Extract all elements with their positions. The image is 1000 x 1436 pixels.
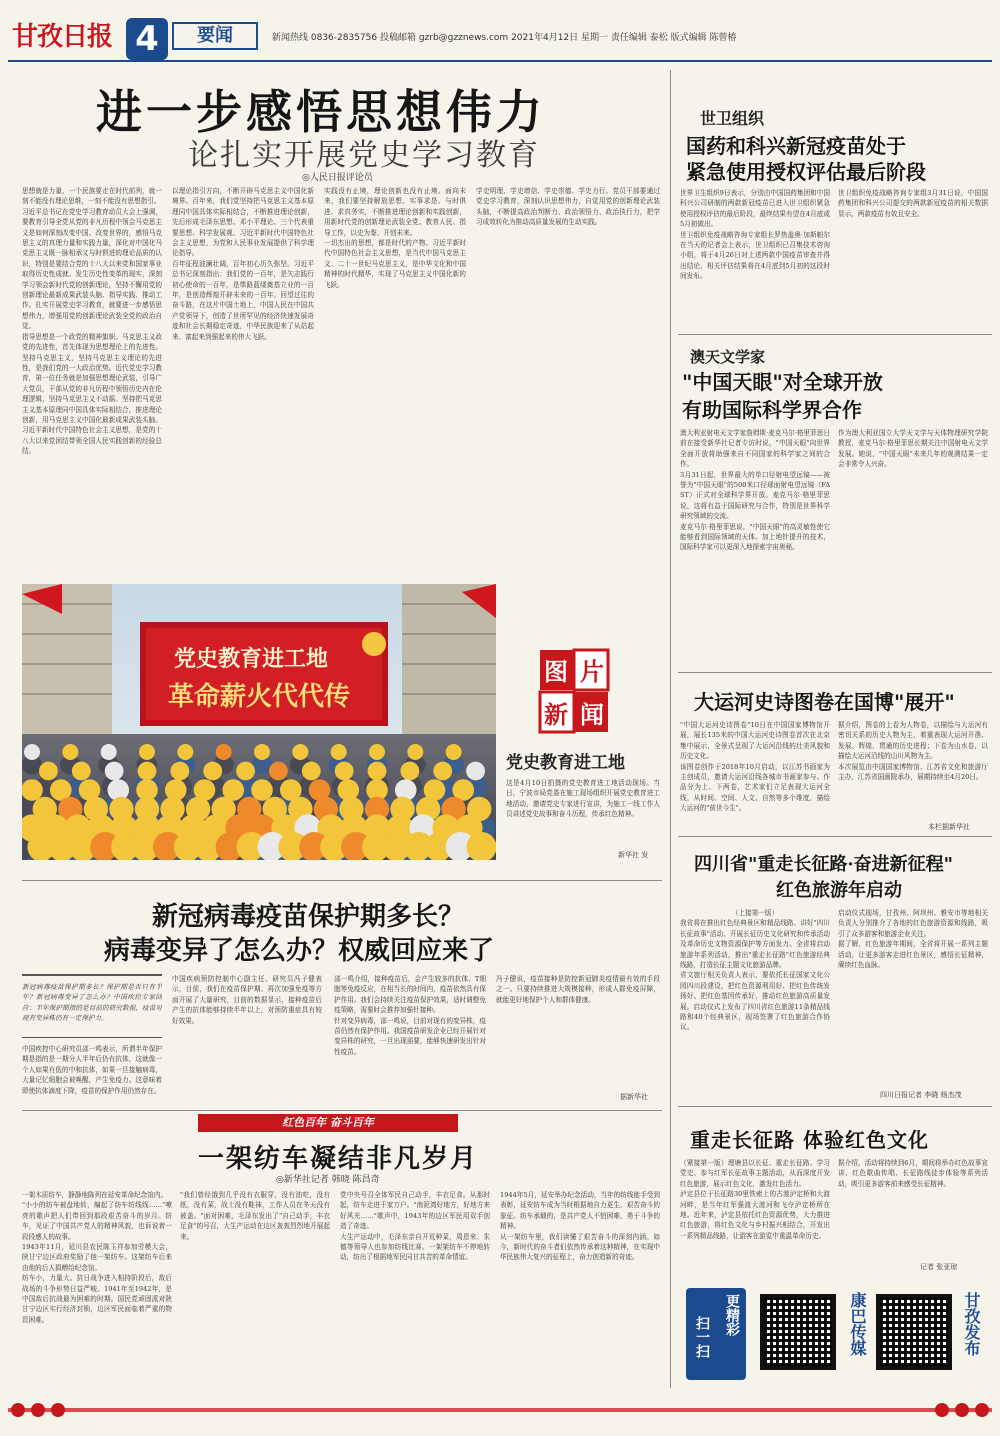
hard-hat-icon <box>368 762 387 781</box>
divider <box>678 836 992 837</box>
scan-label-top: 更精彩 <box>724 1294 740 1336</box>
history-kicker: 红色百年 奋斗百年 <box>198 1114 458 1132</box>
hard-hat-icon <box>292 744 308 760</box>
canal-paragraph: 本次展览由中国国家博物馆、江苏省文化和旅游厅主办，江苏省国画院承办，展期持续至4月20日。 <box>838 762 988 782</box>
hard-hat-icon <box>177 744 193 760</box>
decorative-border-icon <box>8 1400 992 1420</box>
history-byline: ◎新华社记者 韩晓 陈昌奇 <box>276 1175 380 1185</box>
hard-hat-icon <box>203 762 222 781</box>
photo-news-badge <box>538 648 610 734</box>
construction-site-photo <box>22 584 496 860</box>
vaccine-paragraph: 邵一鸣介绍，接种疫苗后，会产生较多的抗体、T细胞等免疫反应，在相当长的时间内，疫苗依然具有保护作用。我们会持续关注疫苗保护效果，适时调整免疫策略，需要时会推荐加强针接种。 <box>334 975 486 1015</box>
vaccine-column-1 <box>22 1044 162 1102</box>
hard-hat-icon <box>269 762 288 781</box>
lead-column-2 <box>172 186 314 560</box>
badge-text <box>538 648 610 734</box>
vaccine-column-4 <box>496 974 660 1086</box>
history-column-3 <box>340 1190 490 1386</box>
canal-paragraph: 据介绍，图卷的上卷为人物卷，以描绘与大运河有密切关系的历史人物为主，着重表现大运河开凿、发展、辉煌、贯通的历史进程；下卷为山水卷，以描绘大运河沿线的山川风物为主。 <box>838 721 988 761</box>
lead-byline: ◎人民日报评论员 <box>302 173 373 183</box>
header-meta: 新闻热线 0836-2835756 投稿邮箱 gzrb@gzznews.com 2021年4月12日 星期一 责任编辑 泰松 版式编辑 陈曾椿 <box>272 33 737 43</box>
canal-credit: 本栏据新华社 <box>928 823 970 831</box>
hard-hat-icon <box>39 762 58 781</box>
fast-title-2: 有助国际科学界合作 <box>682 398 862 422</box>
lead-column-3 <box>324 186 466 560</box>
hard-hat-icon <box>138 762 157 781</box>
fast-paragraph: 麦克马尔·格里菲思说，"中国天眼"的高灵敏性使它能够看到国际领域的天体。加上地针提升的技术，国际科学家可以更深入地探索宇宙奥秘。 <box>680 522 830 552</box>
banner-top-text: 党史教育进工地 <box>174 646 329 672</box>
column-divider <box>670 70 671 1388</box>
badge-char: 片 <box>580 657 604 686</box>
hard-hat-icon <box>72 762 91 781</box>
lead-paragraph: 实践没有止境，理论创新也没有止境。面向未来，我们要坚持解放思想、实事求是、与时俱进、求真务实，不断推进理论创新和实践创新，用新时代党的创新理论武装全党、教育人民、指导工作，以史为鉴、开创未来。 <box>324 187 466 237</box>
sichuan-paragraph: 据了解，红色旅游年期间，全省将开展一系列主题活动，让更多游客走进红色景区，感悟长征精神，赓续红色血脉。 <box>838 940 988 970</box>
lead-paragraph: 指导思想是一个政党的精神旗帜。马克思主义政党的先进性，首先体现为思想理论上的先进性。坚持马克思主义，坚持马克思主义理论的先进性，是我们党的一大政治优势。近代党史学习教育，第一位任务就是加强思想理论武装，引导广大党员，干部从党的非凡历程中领悟历史内在伦理逻辑，坚持马克思主义不动摇。坚持把马克思主义基本原理同中国具体实际相结合，推进理论创新，用马克思主义中国化最新成果武装头脑。习近平新时代中国特色社会主义思想，是党的十八大以来党团结带领全国人民实践创新的经验总结。 <box>22 332 162 456</box>
fast-paragraph: 3月31日起，世界最大的单口径射电望远镜——被誉为"中国天眼"的500米口径球面射电望远镜（FAST）正式对全球科学界开放。麦克马尔·格里菲思说，这将有益于国际研究与合作，特别是世界科学研究领域的交流。 <box>680 470 830 521</box>
footer-decoration <box>8 1400 992 1420</box>
hard-hat-icon <box>433 762 452 781</box>
qr-code-ganzi[interactable] <box>876 1294 952 1370</box>
hard-hat-icon <box>101 744 117 760</box>
news-photo <box>22 584 496 860</box>
hard-hat-icon <box>254 744 270 760</box>
long-march-column-1 <box>680 1158 830 1266</box>
hard-hat-icon <box>24 744 40 760</box>
hard-hat-icon <box>407 744 423 760</box>
history-paragraph: "小小的纺车被盘地转，编起了纺车纺线线……"嘹亮的歌声把人们带回到那段艰苦奋斗的岁月。纺车，见证了中国共产党人的精神风貌，也诉说着一段段感人的故事。 <box>22 1201 172 1241</box>
history-column-1 <box>22 1190 172 1386</box>
hard-hat-icon <box>302 762 321 781</box>
canal-column-2 <box>838 720 988 824</box>
divider <box>678 334 992 335</box>
canal-title: 大运河史诗图卷在国博"展开" <box>694 690 955 714</box>
canal-column-1 <box>680 720 830 824</box>
vaccine-column-2 <box>172 974 322 1102</box>
hard-hat-icon <box>466 762 485 781</box>
fast-title-1: "中国天眼"对全球开放 <box>682 370 883 394</box>
hard-hat-icon <box>331 744 347 760</box>
who-kicker: 世卫组织 <box>700 109 765 128</box>
who-column-2 <box>838 188 988 326</box>
vaccine-title-1: 新冠病毒疫苗保护期多长？ <box>152 902 465 932</box>
sichuan-credit: 四川日报记者 李晓 杨杰茂 <box>880 1091 962 1099</box>
vaccine-column-3 <box>334 974 486 1102</box>
sichuan-dateline: （上接第一版） <box>731 909 779 917</box>
divider <box>22 880 662 881</box>
fast-paragraph: 澳大利亚射电天文学家詹姆斯·麦克马尔·格里菲思日前在接受新华社记者专访时说，"中国天眼"向世界全面开放将助强来自不同国家的科学家之间的合作。 <box>680 429 830 469</box>
hard-hat-icon <box>105 762 124 781</box>
fast-column-2 <box>838 428 988 662</box>
who-paragraph: 世卫组织免疫战略咨询专家组3月31日说，中国国药集团和科兴公司提交的两款新冠疫苗的相关数据显示，两款疫苗有效且安全。 <box>838 189 988 218</box>
fast-column-1 <box>680 428 830 662</box>
hard-hat-icon <box>400 762 419 781</box>
who-paragraph: 世界卫生组织9日表示，分别由中国国药集团和中国科兴公司研制的两款新冠疫苗已进入世卫组织紧急使用授权评估的最后阶段，最终结果有望在4月底或5月初做出。 <box>680 189 830 229</box>
badge-char: 新 <box>544 700 568 729</box>
hard-hat-icon <box>446 744 462 760</box>
badge-char: 闻 <box>580 700 604 729</box>
history-column-4 <box>500 1190 660 1386</box>
scan-promo <box>686 1288 746 1380</box>
hard-hat-icon <box>335 762 354 781</box>
newspaper-logo: 甘孜日报 <box>12 22 113 52</box>
divider <box>678 1106 992 1107</box>
sichuan-title-2: 红色旅游年启动 <box>776 880 902 901</box>
hard-hat-icon <box>139 744 155 760</box>
divider <box>678 672 992 673</box>
hard-hat-icon <box>216 744 232 760</box>
hard-hat-icon <box>236 762 255 781</box>
photo-credit: 新华社 发 <box>618 851 649 859</box>
history-paragraph: 党中央号召全体军民自己动手，丰衣足食。从那时起，纺车走进千家万户。"南泥湾好地方，好地方来好风光……"歌声中，1943年的边区军民用双手创造了奇迹。 <box>340 1191 490 1231</box>
long-march-paragraph: 据介绍，活动将持续到6月，期间将举办红色故事宣讲、红色歌曲传唱、长征路线徒步体验等系列活动，吸引更多游客前来感受长征精神。 <box>838 1159 988 1188</box>
history-paragraph: 1944年5月，延安举办纪念活动，当年的纺线能手受到表彰，延安纺车成为当时根据地自力更生、艰苦奋斗的象征。纺车承载的，是共产党人不怕困难、勇于斗争的精神。 <box>500 1191 660 1231</box>
photo-caption-title: 党史教育进工地 <box>506 753 625 773</box>
sichuan-column-2 <box>838 908 988 1086</box>
badge-char: 图 <box>544 657 568 686</box>
history-paragraph: 一架木质纺车，静静地陈列在延安革命纪念馆内。 <box>22 1191 168 1199</box>
vaccine-paragraph: 针对变异病毒，邵一鸣说，目前对现有的变异株，疫苗仍然有保护作用。我国疫苗研发企业已经开展针对变异株的研究，一旦出现需要，能够快速研发出针对性疫苗。 <box>334 1016 486 1056</box>
lead-paragraph: 习近平总书记在党史学习教育动员大会上强调，要教育引导全党从党的非凡历程中领会马克思主义是如何深刻改变中国、改变世界的，感悟马克思主义的真理力量和实践力量，深化对中国化马克思主义既一脉相承又与时俱进的理论品质的认识，特别是要结合党的十八大以来党和国家事业取得历史性成就、发生历史性变革的现实，深刻学习领会新时代党的创新理论，坚持不懈用党的创新理论最新成果武装头脑、指导实践、推动工作。扎实开展党史学习教育，就要进一步感悟思想伟力，增强用党的创新理论武装全党的政治自觉。 <box>22 207 162 331</box>
hard-hat-icon <box>22 779 43 801</box>
who-column-1 <box>680 188 830 326</box>
sichuan-column-1 <box>680 908 830 1086</box>
canal-paragraph: "中国大运河史诗图卷"10日在中国国家博物馆开展，展长135米的中国大运河史诗图卷首次在北京集中展示，全景式呈现了大运河沿线的壮美风貌和历史文化。 <box>680 721 830 761</box>
section-label: 要闻 <box>172 22 258 50</box>
scan-label-bottom: 扫一扫 <box>694 1316 710 1358</box>
who-title-1: 国药和科兴新冠疫苗处于 <box>686 134 906 158</box>
history-column-2 <box>180 1190 330 1386</box>
history-paragraph: 纺车小，力量大。抗日战争进入相持阶段后，敌后战场的斗争形势日益严峻。1941年至1942年，是中国敌后抗战最为困难的时期。国民党顽固派对陕甘宁边区实行经济封锁，边区军民面临着严重的物资困难。 <box>22 1274 172 1324</box>
lead-paragraph: 以理论指引方向，不断开辟马克思主义中国化新境界。百年来，我们党坚持把马克思主义基本原理同中国具体实际相结合，不断推进理论创新，先后形成毛泽东思想、邓小平理论、三个代表重要思想、科学发展观、习近平新时代中国特色社会主义思想，为党和人民事业发展提供了科学理论指导。 <box>172 187 314 258</box>
lead-paragraph: 一切杰出的思想，都是时代的产物。习近平新时代中国特色社会主义思想，是当代中国马克思主义、二十一世纪马克思主义，是中华文化和中国精神的时代精华，实现了马克思主义中国化新的飞跃。 <box>324 239 466 289</box>
who-title-2: 紧急使用授权评估最后阶段 <box>686 160 926 184</box>
fast-paragraph: 作为澳大利亚国立大学天文学与天体物理研究学院教授，麦克马尔·格里菲思长期关注中国射电天文学发展。她说，"中国天眼"未来几年的观测结果一定会非常令人兴奋。 <box>838 429 988 469</box>
vaccine-paragraph: 中国疾病预防控制中心副主任、研究员冯子健表示，目前，我们在疫苗保护期、再次加强免疫等方面开展了大量研究，目前的数据显示，接种疫苗后产生的抗体能够持续半年以上，对预防重症具有较好效果。 <box>172 975 322 1025</box>
who-paragraph: 世卫组织免疫战略咨询专家组长罗热盖奥·加斯帕尔在当天的记者会上表示，世卫组织已召集技术咨询小组，将于4月26日对上述两款中国疫苗审查并得出结论，相关评估结果将在4月底到5月初的这段时间发布。 <box>680 230 830 281</box>
qr-code-kangba[interactable] <box>760 1294 836 1370</box>
hard-hat-icon <box>62 744 78 760</box>
page-number: 4 <box>126 18 168 60</box>
lead-column-4 <box>476 186 660 560</box>
long-march-paragraph: 泸定县位于长征路30里铁索上的古渡泸定桥和大渡河畔，是当年红军强渡大渡河和飞夺泸定桥所在地。近年来，泸定县依托红色资源优势，大力推进红色旅游，将红色文化与乡村振兴相结合，开发出一系列精品线路，让游客在游览中重温革命历史。 <box>680 1190 830 1240</box>
sichuan-paragraph: 省文旅厅相关负责人表示，要依托长征国家文化公园四川段建设，把红色资源利用好、把红色传统发扬好、把红色基因传承好，推动红色旅游高质量发展。启动仪式上发布了四川省红色旅游11条精品线路和40个经典景区，现场签署了红色旅游合作协议。 <box>680 971 830 1032</box>
masthead <box>0 0 1000 62</box>
history-paragraph: 1943年11月，延川县农民陈玉祥参加劳模大会，陕甘宁边区政府奖励了他一架纺车。这架纺车后来由他的后人捐赠给纪念馆。 <box>22 1243 172 1272</box>
lead-column-1 <box>22 186 162 560</box>
lead-subtitle: 论扎实开展党史学习教育 <box>188 138 540 173</box>
sichuan-title-1: 四川省"重走长征路·奋进新征程" <box>694 854 954 875</box>
lead-title: 进一步感悟思想伟力 <box>96 85 546 139</box>
header-rule <box>8 60 992 62</box>
vaccine-credit: 据新华社 <box>620 1093 648 1101</box>
hard-hat-icon <box>369 744 385 760</box>
hard-hat-icon <box>170 762 189 781</box>
long-march-column-2 <box>838 1158 988 1248</box>
divider <box>22 1110 662 1111</box>
vaccine-paragraph: 冯子健说，疫苗接种是防控新冠肺炎疫情最有效的手段之一。只要持续推进大规模接种，形成人群免疫屏障，就能更好地保护个人和群体健康。 <box>496 975 660 1004</box>
qr1-label: 康巴传媒 <box>848 1292 867 1356</box>
vaccine-title-2: 病毒变异了怎么办？权威回应来了 <box>104 936 495 966</box>
lead-paragraph: 学史明理、学史增信、学史崇德、学史力行。党员干部要通过党史学习教育，深刻认识思想伟力，自觉用党的创新理论武装头脑，不断提高政治判断力、政治领悟力、政治执行力，把学习成效转化为推动高质量发展的生动实践。 <box>476 187 660 227</box>
vaccine-paragraph: 中国疾控中心研究员邵一鸣表示，所谓半年保护期是指的是一期分人半年后仍有抗体，这就像一个人如果有低的中和抗体，如果一旦接触病毒，大量记忆细胞会被唤醒，产生免疫力。这意味着即使抗体滴度下降，疫苗的保护作用仍然存在。 <box>22 1045 162 1095</box>
long-march-paragraph: （紧接第一版）理塘县以长征、重走长征路、学习党史、参与红军长征故事主题活动，从而深度开发红色旅游，展示红色文化，激发红色活力。 <box>680 1159 830 1188</box>
qr2-label: 甘孜发布 <box>962 1292 981 1356</box>
history-paragraph: "我们曾经饿到几乎没有衣服穿，没有油吃，没有纸，没有菜，战士没有鞋袜，工作人员在冬天没有被盖。"面对困难，毛泽东发出了"自己动手，丰衣足食"的号召，大生产运动在边区轰轰烈烈地开展起来。 <box>180 1191 330 1241</box>
canal-paragraph: 该图卷创作于2018年10月启动，以江苏书画家为主创成员，邀请大运河沿线各城市书画家参与。作品分为上、下两卷，艺术家们立足表现大运河全线，从时间、空间、人文、自然等多个维度，描绘大运河的"前世今生"。 <box>680 762 830 813</box>
fast-kicker: 澳天文学家 <box>690 348 766 366</box>
history-title: 一架纺车凝结非凡岁月 <box>198 1144 479 1174</box>
lead-paragraph: 百年征程波澜壮阔，百年初心历久弥坚。习近平总书记深刻指出：我们党的一百年，是矢志践行初心使命的一百年，是筚路蓝缕奠基立业的一百年，是创造辉煌开辟未来的一百年。回望过往的奋斗路，在这片中国土地上，中国人民在中国共产党领导下，创造了世所罕见的经济快速发展奇迹和社会长期稳定奇迹，中华民族迎来了从站起来、富起来到强起来的伟大飞跃。 <box>172 259 314 341</box>
long-march-title: 重走长征路 体验红色文化 <box>690 1128 929 1152</box>
lead-paragraph: 思想就是力量，一个民族要走在时代前列，就一刻不能没有理论思维，一刻不能没有思想指引。 <box>22 187 162 206</box>
photo-caption-text: 这是4月10日拍摄的党史教育进工地活动现场。当日，宁波市局党委在施工现场组织开展党史教育进工地活动，邀请党史专家进行宣讲，为施工一线工作人员讲述党史故事和奋斗历程，传承红色精神。 <box>506 779 660 819</box>
hard-hat-icon <box>251 779 273 801</box>
banner-bottom-text: 革命薪火代代传 <box>168 682 351 712</box>
history-paragraph: 从一架纺车里，我们读懂了艰苦奋斗的深刻内涵。如今，新时代的奋斗者们依然传承着这种精神，在实现中华民族伟大复兴的征程上，奋力创造新的奇迹。 <box>500 1232 660 1262</box>
history-paragraph: 大生产运动中，毛泽东亲自开荒种菜，周恩来、朱德等领导人也参加纺线比赛。一架架纺车不停地转动，纺出了根据地军民同甘共苦的革命情谊。 <box>340 1232 490 1262</box>
vaccine-intro-box <box>22 974 162 1038</box>
sichuan-paragraph: 启动仪式现场，甘孜州、阿坝州、雅安市等地相关负责人分别推介了各地的红色旅游资源和线路，吸引了众多游客和旅游企业关注。 <box>838 909 988 938</box>
vaccine-intro: 新冠病毒疫苗保护期多长？保护期是否只有半年？新冠病毒变异了怎么办？中国疾控专家回应：半年保护期指的是目前的研究数据，疫苗对现有变异株仍有一定保护力。 <box>22 983 162 1023</box>
sichuan-paragraph: 我省将在推出红色经典景区和精品线路、讲好"四川长征故事"活动、开展长征历史文化研究和传承活动及革命历史文物资源保护等方面发力。全省将启动旅游年系列活动，推出"重走长征路"红色旅游经典线路，打造长征主题文化旅游品牌。 <box>680 919 830 970</box>
long-march-credit: 记者 张亚琼 <box>920 1263 958 1271</box>
